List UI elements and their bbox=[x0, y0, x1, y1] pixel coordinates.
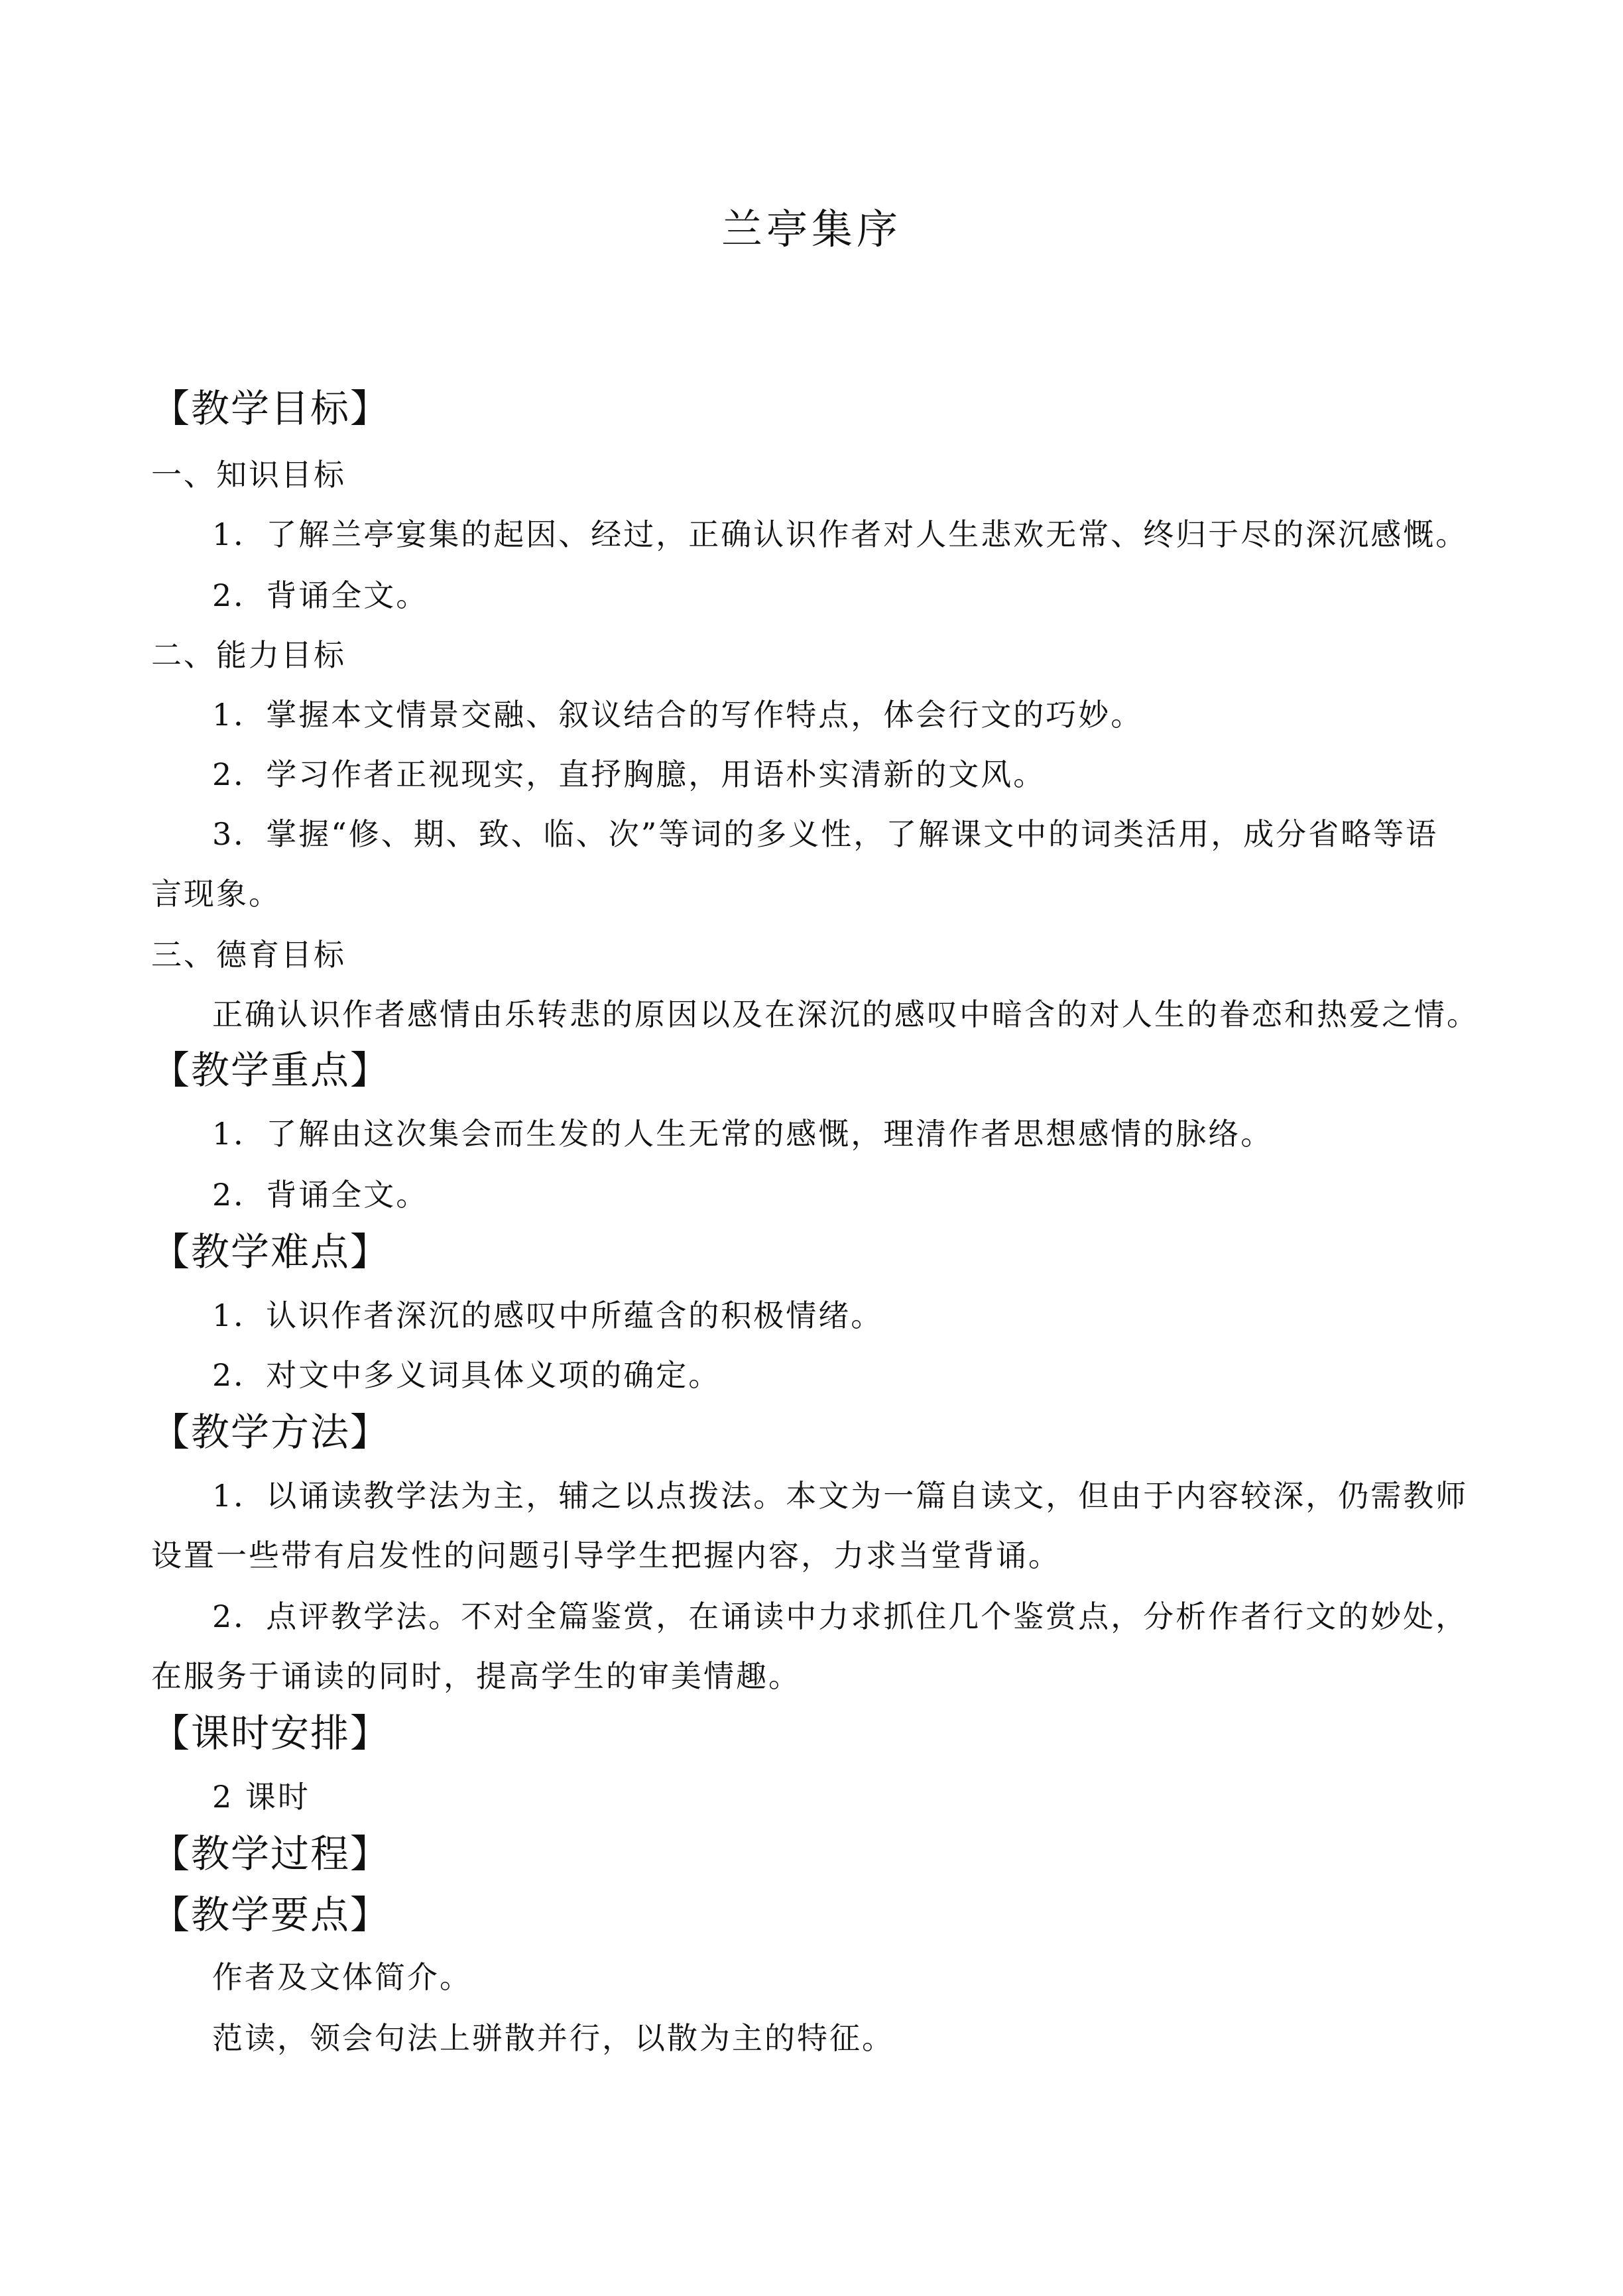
ability-goal-3-continued: 言现象。 bbox=[151, 876, 281, 912]
method-2-continued: 在服务于诵读的同时，提高学生的审美情趣。 bbox=[151, 1658, 801, 1694]
heading-teaching-goals: 【教学目标】 bbox=[151, 386, 391, 431]
method-2: 2．点评教学法。不对全篇鉴赏，在诵读中力求抓住几个鉴赏点，分析作者行文的妙处， bbox=[212, 1599, 1469, 1634]
heading-process: 【教学过程】 bbox=[151, 1831, 391, 1876]
difficulty-2: 2．对文中多义词具体义项的确定。 bbox=[212, 1357, 721, 1393]
heading-key-points: 【教学重点】 bbox=[151, 1048, 391, 1093]
method-1: 1．以诵读教学法为主，辅之以点拨法。本文为一篇自读文，但由于内容较深，仍需教师 bbox=[212, 1478, 1469, 1514]
ability-goal-3: 3．掌握“修、期、致、临、次”等词的多义性，了解课文中的词类活用，成分省略等语 bbox=[212, 816, 1439, 852]
difficulty-1: 1．认识作者深沉的感叹中所蕴含的积极情绪。 bbox=[212, 1298, 884, 1333]
knowledge-goal-1: 1．了解兰亭宴集的起因、经过，正确认识作者对人生悲欢无常、终归于尽的深沉感慨。 bbox=[212, 516, 1469, 552]
key-point-2: 2．背诵全文。 bbox=[212, 1177, 429, 1213]
heading-methods: 【教学方法】 bbox=[151, 1410, 391, 1455]
subheading-ability-goals: 二、能力目标 bbox=[151, 637, 346, 673]
subheading-moral-goals: 三、德育目标 bbox=[151, 937, 346, 973]
ability-goal-1: 1．掌握本文情景交融、叙议结合的写作特点，体会行文的巧妙。 bbox=[212, 697, 1144, 733]
heading-essentials: 【教学要点】 bbox=[151, 1892, 391, 1937]
key-point-1: 1．了解由这次集会而生发的人生无常的感慨，理清作者思想感情的脉络。 bbox=[212, 1116, 1274, 1152]
essential-1: 作者及文体简介。 bbox=[212, 1959, 472, 1995]
ability-goal-2: 2．学习作者正视现实，直抒胸臆，用语朴实清新的文风。 bbox=[212, 756, 1046, 792]
heading-difficulties: 【教学难点】 bbox=[151, 1229, 391, 1274]
essential-2: 范读，领会句法上骈散并行，以散为主的特征。 bbox=[212, 2020, 894, 2056]
method-1-continued: 设置一些带有启发性的问题引导学生把握内容，力求当堂背诵。 bbox=[151, 1538, 1061, 1573]
moral-goal-1: 正确认识作者感情由乐转悲的原因以及在深沉的感叹中暗含的对人生的眷恋和热爱之情。 bbox=[212, 997, 1479, 1032]
schedule-hours: 2 课时 bbox=[212, 1779, 310, 1815]
knowledge-goal-2: 2．背诵全文。 bbox=[212, 577, 429, 613]
subheading-knowledge-goals: 一、知识目标 bbox=[151, 457, 346, 493]
document-title: 兰亭集序 bbox=[721, 205, 902, 253]
heading-schedule: 【课时安排】 bbox=[151, 1711, 391, 1756]
